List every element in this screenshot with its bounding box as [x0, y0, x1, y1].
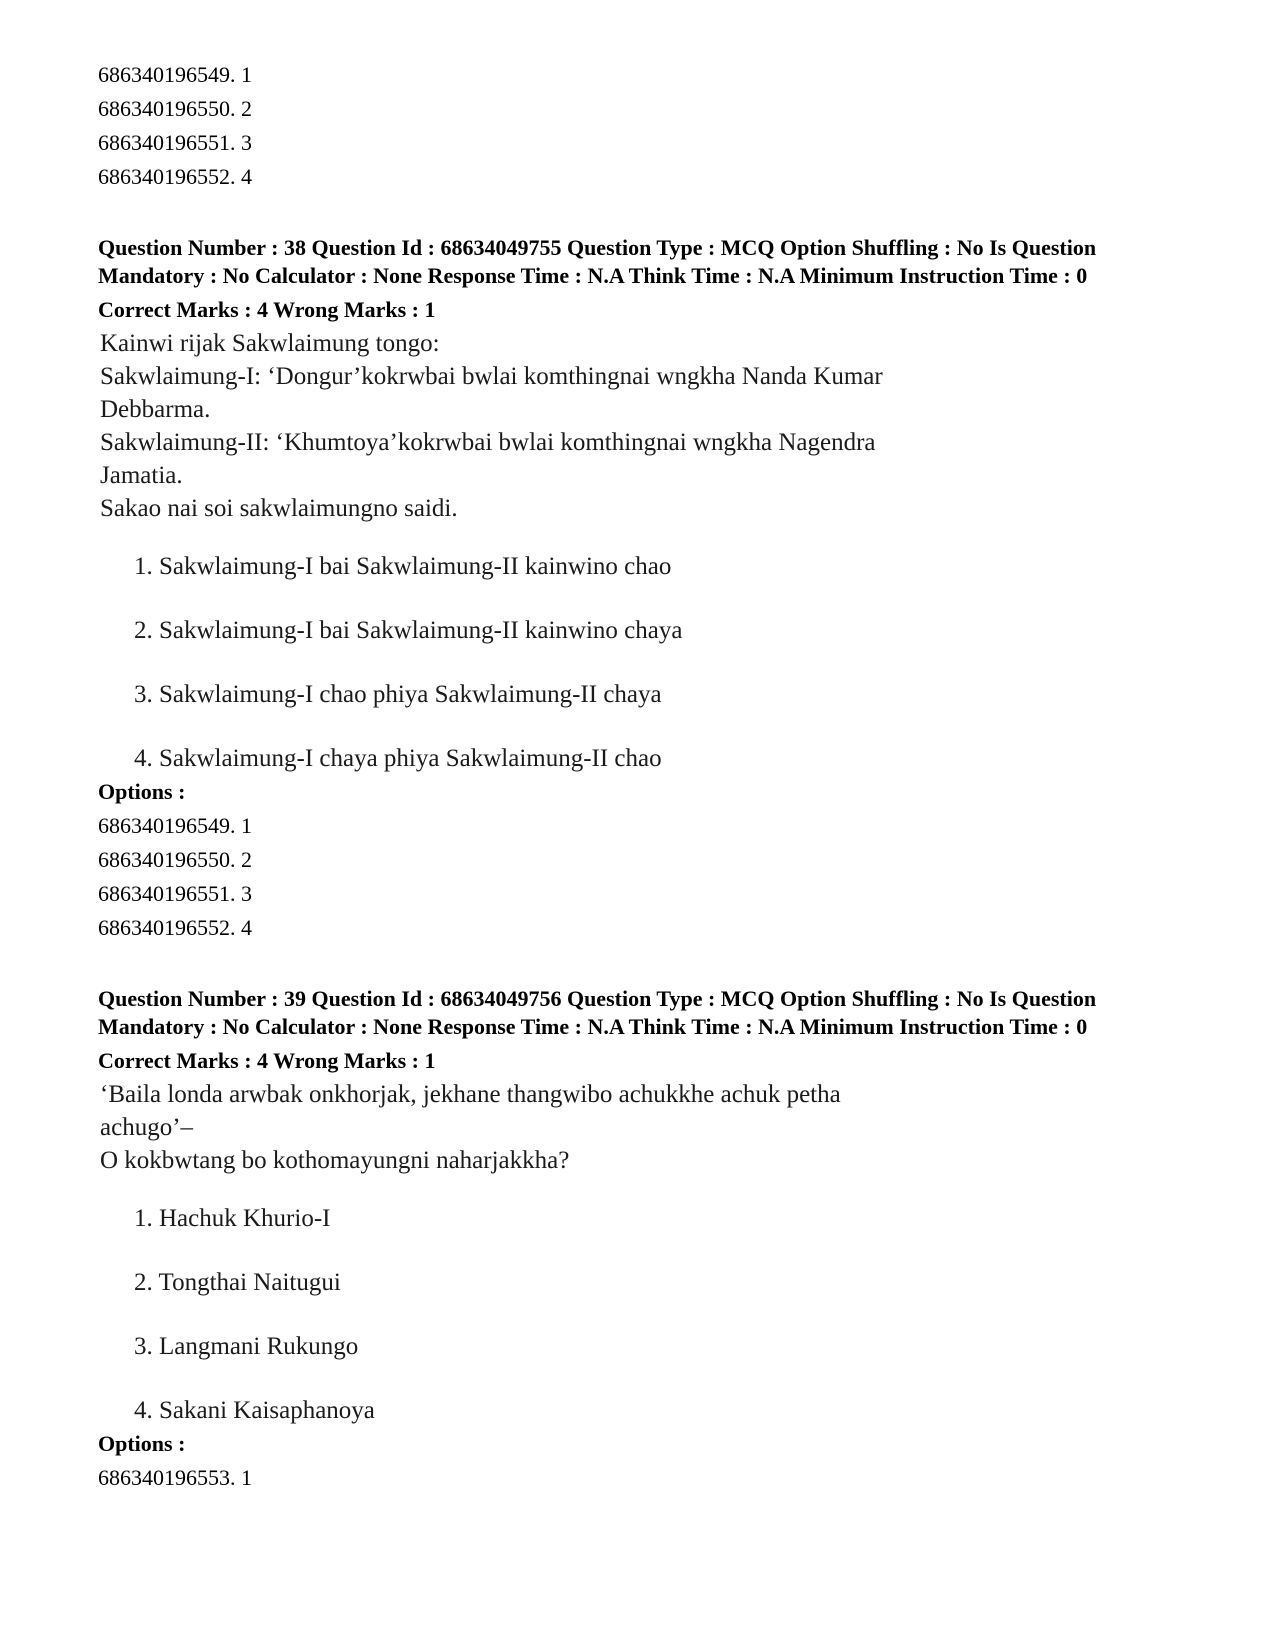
options-label: Options : [98, 779, 186, 804]
option-id-line: 686340196551. 3 [98, 130, 252, 155]
answer-choice: 3. Langmani Rukungo [134, 1333, 359, 1360]
spacer [98, 945, 1178, 985]
question-text [98, 327, 1178, 525]
answer-choice: 4. Sakwlaimung-I chaya phiya Sakwlaimung-II chao [134, 745, 662, 772]
answer-choice: 1. Sakwlaimung-I bai Sakwlaimung-II kainwino chao [134, 553, 672, 580]
option-id-line: 686340196552. 4 [98, 915, 252, 940]
answer-choice: 4. Sakani Kaisaphanoya [134, 1397, 375, 1424]
question-text-line: Kainwi rijak Sakwlaimung tongo: [100, 330, 440, 357]
option-id-line: 686340196551. 3 [98, 881, 252, 906]
answer-choices [98, 1203, 1178, 1427]
question-marks: Correct Marks : 4 Wrong Marks : 1 [98, 1048, 436, 1073]
answer-choice: 2. Sakwlaimung-I bai Sakwlaimung-II kainwino chaya [134, 617, 683, 644]
question-marks: Correct Marks : 4 Wrong Marks : 1 [98, 297, 436, 322]
question-text-line: ‘Baila londa arwbak onkhorjak, jekhane thangwibo achukkhe achuk petha [100, 1081, 841, 1108]
answer-choice: 3. Sakwlaimung-I chao phiya Sakwlaimung-II chaya [134, 681, 662, 708]
answer-choice: 2. Tongthai Naitugui [134, 1269, 341, 1296]
question-text-line: Jamatia. [100, 462, 183, 489]
option-id-line: 686340196549. 1 [98, 813, 252, 838]
options-label: Options : [98, 1431, 186, 1456]
option-id-line: 686340196553. 1 [98, 1465, 252, 1490]
question-39 [98, 985, 1178, 1495]
option-id-line: 686340196549. 1 [98, 62, 252, 87]
question-text [98, 1078, 1178, 1177]
question-text-line: Sakwlaimung-I: ‘Dongur’kokrwbai bwlai komthingnai wngkha Nanda Kumar [100, 363, 883, 390]
question-38 [98, 234, 1178, 945]
option-id-line: 686340196550. 2 [98, 847, 252, 872]
spacer [98, 194, 1178, 234]
previous-question-options [98, 58, 1178, 194]
question-text-line: Sakao nai soi sakwlaimungno saidi. [100, 495, 458, 522]
question-meta: Question Number : 39 Question Id : 68634049756 Question Type : MCQ Option Shuffling : No Is Question Mandatory : No Calculator : None Response Time : N.A Think Time : N.A Minimum Instruction Time : 0 [98, 986, 1097, 1039]
question-text-line: Sakwlaimung-II: ‘Khumtoya’kokrwbai bwlai komthingnai wngkha Nagendra [100, 429, 876, 456]
question-text-line: O kokbwtang bo kothomayungni naharjakkha? [100, 1147, 570, 1174]
question-meta: Question Number : 38 Question Id : 68634049755 Question Type : MCQ Option Shuffling : No Is Question Mandatory : No Calculator : None Response Time : N.A Think Time : N.A Minimum Instruction Time : 0 [98, 235, 1097, 288]
answer-choices [98, 551, 1178, 775]
question-text-line: Debbarma. [100, 396, 211, 423]
answer-choice: 1. Hachuk Khurio-I [134, 1205, 331, 1232]
document-page [98, 58, 1178, 1495]
option-id-line: 686340196552. 4 [98, 164, 252, 189]
question-text-line: achugo’– [100, 1114, 194, 1141]
option-id-line: 686340196550. 2 [98, 96, 252, 121]
